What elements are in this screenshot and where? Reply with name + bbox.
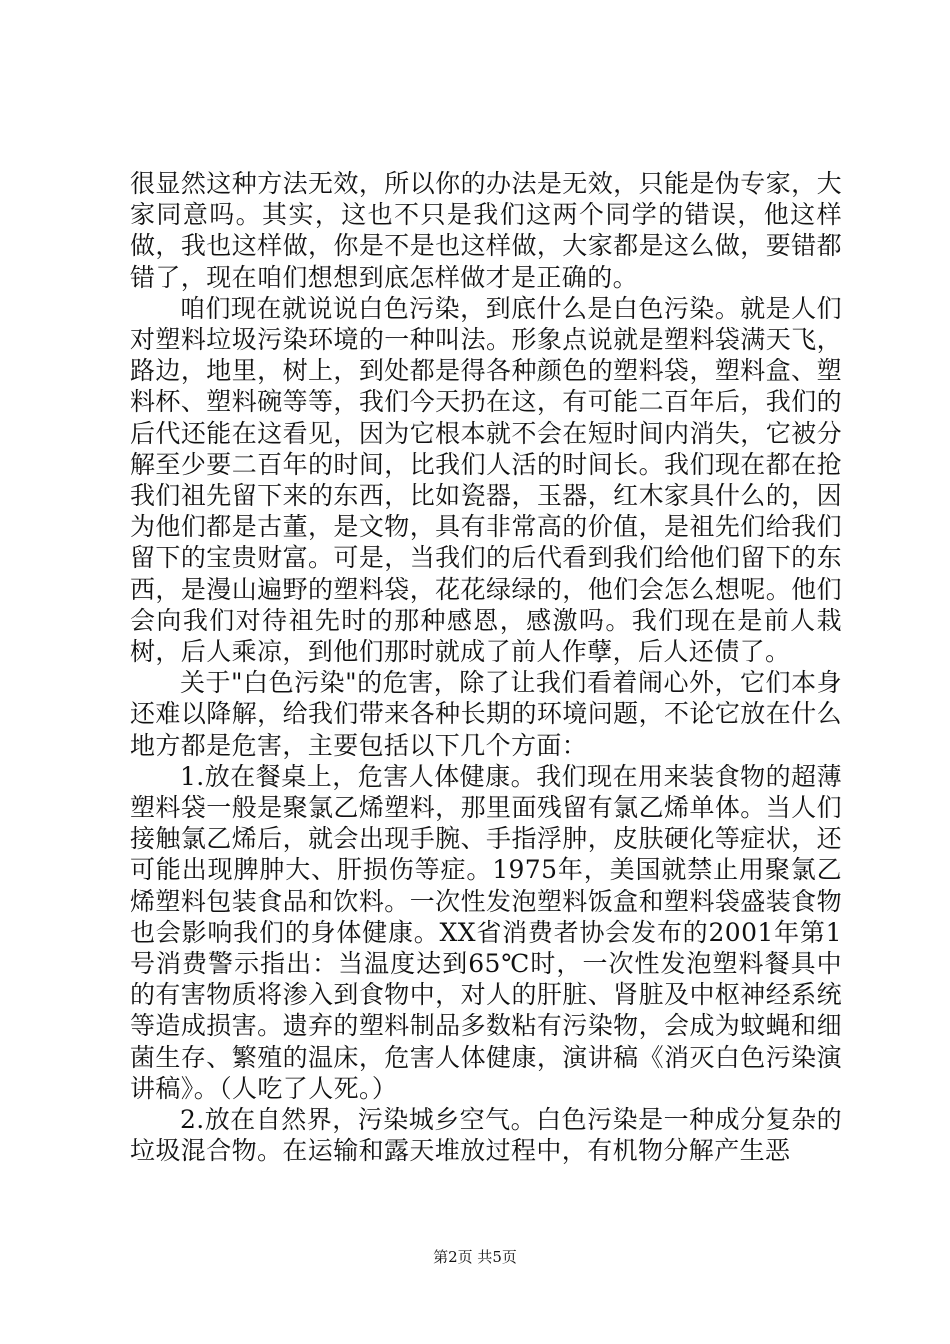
- paragraph-4: 1.放在餐桌上，危害人体健康。我们现在用来装食物的超薄塑料袋一般是聚氯乙烯塑料，那里面残留有氯乙烯单体。当人们接触氯乙烯后，就会出现手腕、手指浮肿，皮肤硬化等症状，还可能出现脾肿大、肝损伤等症。1975年，美国就禁止用聚氯乙烯塑料包装食品和饮料。一次性发泡塑料饭盒和塑料袋盛装食物也会影响我们的身体健康。XX省消费者协会发布的2001年第1号消费警示指出：当温度达到65℃时，一次性发泡塑料餐具中的有害物质将渗入到食物中，对人的肝脏、肾脏及中枢神经系统等造成损害。遗弃的塑料制品多数粘有污染物，会成为蚊蝇和细菌生存、繁殖的温床，危害人体健康，演讲稿《消灭白色污染演讲稿》。（人吃了人死。）: [130, 761, 842, 1103]
- paragraph-3: 关于"白色污染"的危害，除了让我们看着闹心外，它们本身还难以降解，给我们带来各种长期的环境问题，不论它放在什么地方都是危害，主要包括以下几个方面：: [130, 668, 842, 760]
- paragraph-1: 很显然这种方法无效，所以你的办法是无效，只能是伪专家，大家同意吗。其实，这也不只是我们这两个同学的错误，他这样做，我也这样做，你是不是也这样做，大家都是这么做，要错都错了，现在咱们想想到底怎样做才是正确的。: [130, 169, 842, 292]
- document-body: [130, 168, 842, 1167]
- paragraph-5: 2.放在自然界，污染城乡空气。白色污染是一种成分复杂的垃圾混合物。在运输和露天堆放过程中，有机物分解产生恶: [130, 1105, 842, 1166]
- page-footer: 第2页 共5页: [433, 1248, 517, 1266]
- paragraph-2: 咱们现在就说说白色污染，到底什么是白色污染。就是人们对塑料垃圾污染环境的一种叫法。形象点说就是塑料袋满天飞，路边，地里，树上，到处都是得各种颜色的塑料袋，塑料盒、塑料杯、塑料碗等等，我们今天扔在这，有可能二百年后，我们的后代还能在这看见，因为它根本就不会在短时间内消失，它被分解至少要二百年的时间，比我们人活的时间长。我们现在都在抢我们祖先留下来的东西，比如瓷器，玉器，红木家具什么的，因为他们都是古董，是文物，具有非常高的价值，是祖先们给我们留下的宝贵财富。可是，当我们的后代看到我们给他们留下的东西，是漫山遍野的塑料袋，花花绿绿的，他们会怎么想呢。他们会向我们对待祖先时的那种感恩，感激吗。我们现在是前人栽树，后人乘凉，到他们那时就成了前人作孽，后人还债了。: [130, 293, 842, 667]
